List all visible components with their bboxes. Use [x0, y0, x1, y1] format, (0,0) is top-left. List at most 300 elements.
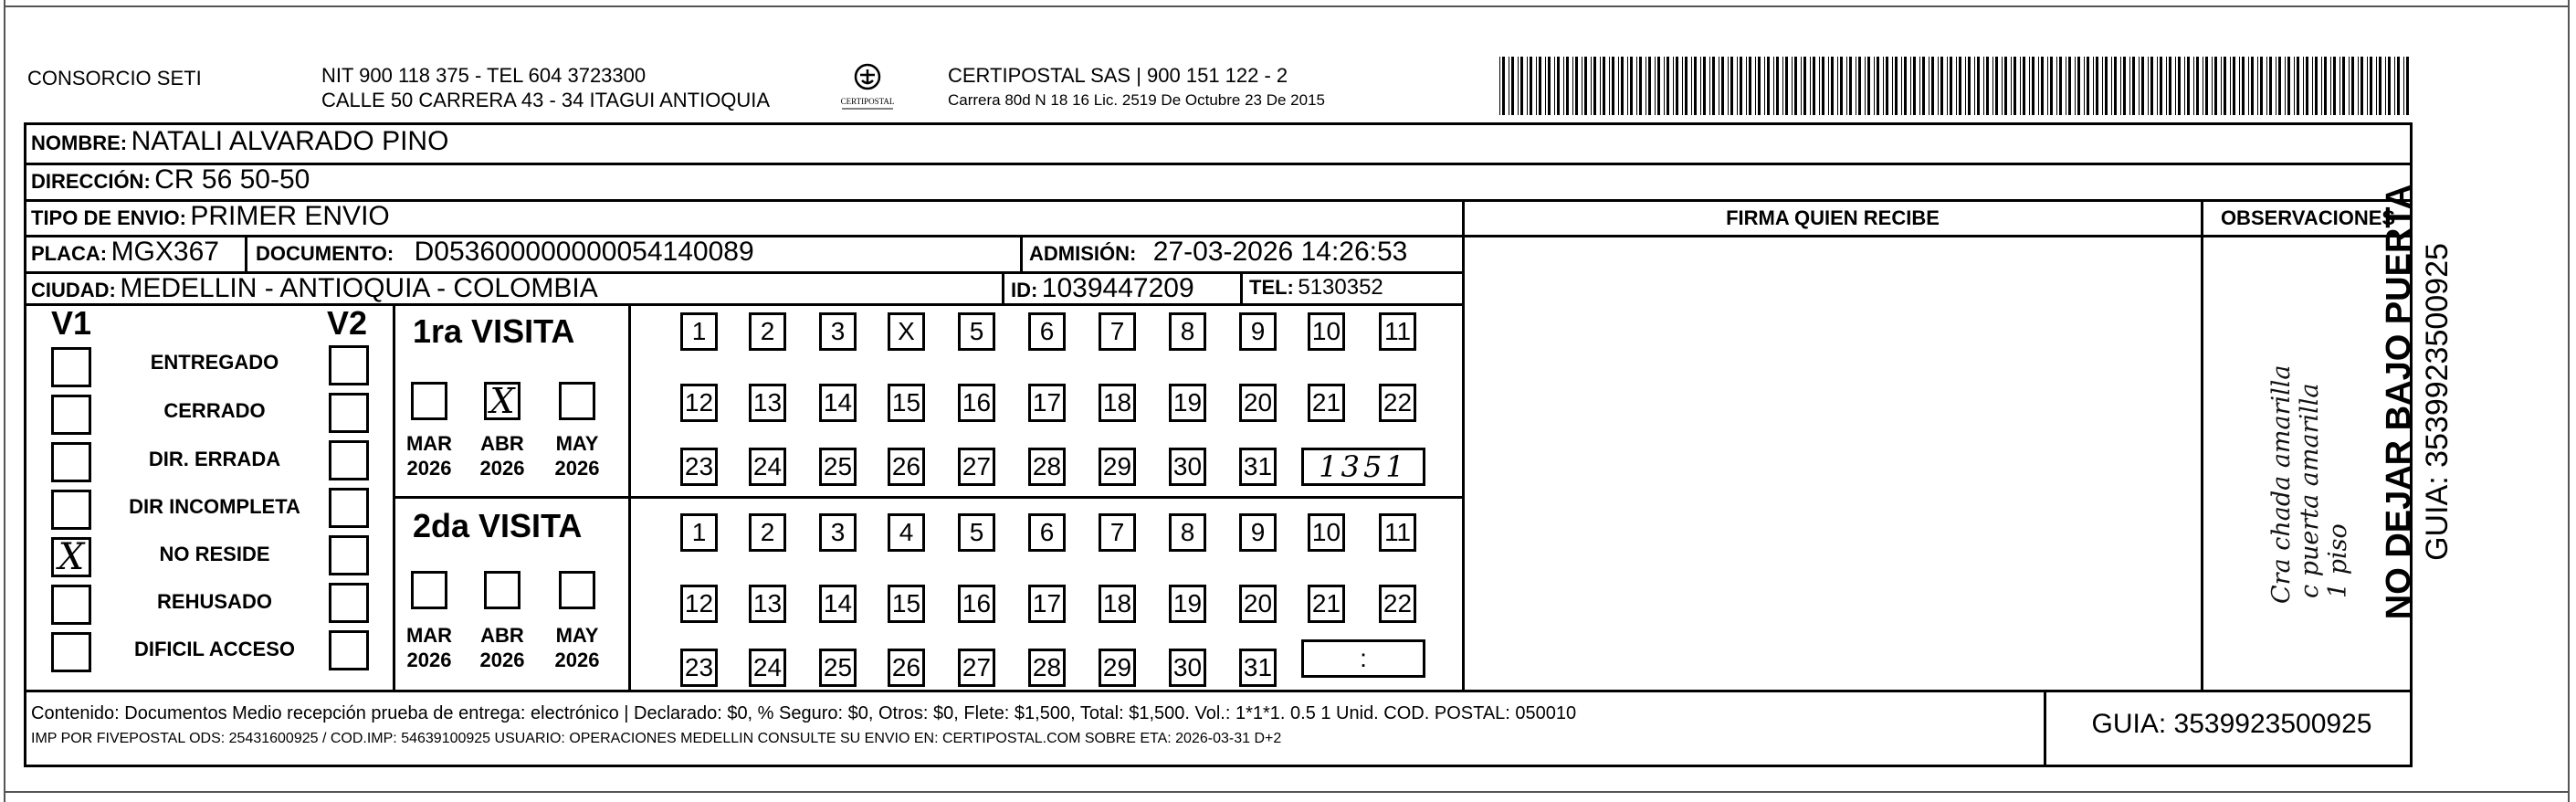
- v1-checkbox-dir-incompleta[interactable]: [51, 490, 91, 530]
- v1-checkbox-dir-errada[interactable]: [51, 442, 91, 482]
- v1-checkbox-entregado[interactable]: [51, 347, 91, 387]
- side-no-dejar: NO DEJAR BAJO PUERTA: [2380, 184, 2418, 620]
- footer-contenido: Contenido: Documentos Medio recepción prueba de entrega: electrónico | Declarado: $0, % Seguro: $0, Otros: $0, Flete: $1,500, Total: $1,500. Vol.: 1*1*1. 0.5 1 Unid. COD. POSTAL: 050010: [31, 703, 1577, 723]
- barcode-bar: [2278, 57, 2281, 115]
- barcode-bar: [2002, 57, 2003, 115]
- tel-label: TEL:: [1249, 276, 1294, 299]
- visit1-day-box[interactable]: 25: [819, 448, 857, 486]
- barcode-bar: [1746, 57, 1747, 115]
- barcode-bar: [1938, 57, 1939, 115]
- barcode-bar: [1886, 57, 1888, 115]
- barcode-bar: [1792, 57, 1793, 115]
- barcode-bar: [1801, 57, 1802, 115]
- barcode-bar: [1940, 57, 1943, 115]
- barcode-bar: [2403, 57, 2404, 115]
- barcode-bar: [1703, 57, 1706, 115]
- barcode-bar: [1977, 57, 1980, 115]
- barcode-bar: [2339, 57, 2340, 115]
- observation-note: [2267, 364, 2357, 604]
- visit1-month-abr: [470, 431, 534, 480]
- barcode-bar: [1502, 57, 1505, 115]
- barcode-bar: [2315, 57, 2318, 115]
- visit1-day-box[interactable]: 5: [958, 312, 995, 351]
- visit1-day-box[interactable]: 1: [680, 312, 718, 351]
- direccion-value: CR 56 50-50: [154, 164, 310, 195]
- reason-dir-errada: DIR. ERRADA: [148, 448, 281, 470]
- visit1-day-box[interactable]: 31: [1239, 448, 1277, 486]
- barcode-bar: [2120, 57, 2121, 115]
- barcode-bar: [2169, 57, 2171, 115]
- barcode-bar: [1865, 57, 1866, 115]
- documento-label: DOCUMENTO:: [256, 242, 394, 265]
- barcode-bar: [1782, 57, 1783, 115]
- visit2-day-box[interactable]: 10: [1308, 513, 1345, 552]
- barcode-bar: [2233, 57, 2235, 115]
- barcode-bar: [1956, 57, 1957, 115]
- barcode-bar: [1609, 57, 1610, 115]
- visit1-month-checkbox-mar[interactable]: [411, 382, 447, 420]
- v2-checkbox-cerrado[interactable]: [329, 393, 369, 433]
- barcode-bar: [1968, 57, 1971, 115]
- barcode-bar: [2385, 57, 2386, 115]
- visit2-day-box[interactable]: 22: [1379, 585, 1416, 623]
- reason-entregado: ENTREGADO: [150, 351, 279, 374]
- visit1-day-box[interactable]: 29: [1099, 448, 1136, 486]
- documento-value: D053600000000054140089: [414, 237, 754, 267]
- barcode-bar: [2251, 57, 2254, 115]
- barcode-bar: [2239, 57, 2240, 115]
- visit2-day-box[interactable]: 4: [888, 513, 925, 552]
- visit1-day-box[interactable]: 24: [749, 448, 786, 486]
- barcode-bar: [1813, 57, 1815, 115]
- barcode-bar: [1728, 57, 1729, 115]
- barcode-bar: [1685, 57, 1688, 115]
- visit2-day-box[interactable]: 18: [1099, 585, 1136, 623]
- visit1-month-checkbox-abr[interactable]: X: [484, 382, 520, 420]
- v1-checkbox-no-reside[interactable]: X: [51, 537, 91, 577]
- barcode-bar: [2157, 57, 2158, 115]
- barcode-bar: [1794, 57, 1797, 115]
- month-year: 2026: [406, 457, 452, 480]
- barcode-bar: [1563, 57, 1564, 115]
- reason-cerrado: CERRADO: [163, 399, 266, 422]
- observation-line-2: c puerta amarilla: [2296, 383, 2324, 598]
- admision-value: 27-03-2026 14:26:53: [1152, 237, 1408, 267]
- barcode-bar: [2102, 57, 2103, 115]
- v2-checkbox-rehusado[interactable]: [329, 583, 369, 623]
- id-cell: [1011, 273, 1194, 304]
- barcode-bar: [2139, 57, 2140, 115]
- visit2-day-box[interactable]: 20: [1239, 585, 1277, 623]
- barcode-bar: [1700, 57, 1701, 115]
- barcode-bar: [1575, 57, 1578, 115]
- barcode-bar: [2242, 57, 2245, 115]
- barcode-bar: [1630, 57, 1633, 115]
- direccion-row: [31, 164, 310, 195]
- barcode-bar: [2075, 57, 2076, 115]
- visit2-day-box[interactable]: 11: [1379, 513, 1416, 552]
- barcode-bar: [2351, 57, 2354, 115]
- barcode-bar: [2221, 57, 2222, 115]
- visit2-day-box[interactable]: 17: [1028, 585, 1066, 623]
- barcode-bar: [1767, 57, 1770, 115]
- visit2-day-box[interactable]: 23: [680, 649, 718, 687]
- barcode-bar: [1773, 57, 1774, 115]
- barcode-bar: [1691, 57, 1692, 115]
- barcode-bar: [1965, 57, 1966, 115]
- visit2-day-box[interactable]: 29: [1099, 649, 1136, 687]
- barcode-bar: [1554, 57, 1555, 115]
- visit1-month-checkbox-may[interactable]: [559, 382, 595, 420]
- barcode-bar: [1874, 57, 1875, 115]
- barcode-bar: [1846, 57, 1847, 115]
- barcode-bar: [2287, 57, 2290, 115]
- barcode-bar: [1737, 57, 1738, 115]
- firma-header: FIRMA QUIEN RECIBE: [1726, 206, 1940, 229]
- v1-checkbox-dificil-acceso[interactable]: [51, 632, 91, 672]
- barcode-bar: [2294, 57, 2295, 115]
- visit2-day-box[interactable]: 12: [680, 585, 718, 623]
- visit1-day-box[interactable]: 22: [1379, 384, 1416, 422]
- visit1-day-box[interactable]: 18: [1099, 384, 1136, 422]
- month-name: MAR: [405, 624, 453, 647]
- barcode-bar: [1877, 57, 1879, 115]
- barcode-bar: [2187, 57, 2190, 115]
- visit1-day-box[interactable]: 2: [749, 312, 786, 351]
- visit1-day-box[interactable]: 19: [1169, 384, 1206, 422]
- documento-cell: [256, 237, 754, 268]
- barcode-bar: [1983, 57, 1984, 115]
- barcode-bar: [1828, 57, 1829, 115]
- tipo-value: PRIMER ENVIO: [190, 201, 390, 231]
- v2-checkbox-dificil-acceso[interactable]: [329, 630, 369, 670]
- barcode-bar: [2303, 57, 2304, 115]
- side-guia: GUIA: 3539923500925: [2420, 243, 2455, 561]
- visit2-day-box[interactable]: 13: [749, 585, 786, 623]
- admision-cell: [1029, 237, 1407, 268]
- visit2-day-box[interactable]: 15: [888, 585, 925, 623]
- barcode-bar: [1527, 57, 1528, 115]
- barcode-bar: [1639, 57, 1642, 115]
- barcode-bar: [1499, 57, 1500, 115]
- barcode-bar: [1749, 57, 1751, 115]
- visit2-day-box[interactable]: 31: [1239, 649, 1277, 687]
- barcode-bar: [2148, 57, 2149, 115]
- month-name: MAR: [405, 432, 453, 455]
- barcode-bar: [1974, 57, 1975, 115]
- barcode-bar: [2266, 57, 2267, 115]
- visit2-day-box[interactable]: 7: [1099, 513, 1136, 552]
- barcode-bar: [1785, 57, 1788, 115]
- barcode-bar: [2032, 57, 2035, 115]
- barcode-bar: [2020, 57, 2021, 115]
- barcode-bar: [2093, 57, 2094, 115]
- visit1-day-box[interactable]: 3: [819, 312, 857, 351]
- ciudad-cell: [31, 273, 598, 304]
- month-year: 2026: [554, 649, 600, 671]
- barcode-bar: [1712, 57, 1715, 115]
- barcode-bar: [1755, 57, 1756, 115]
- barcode-bar: [2248, 57, 2249, 115]
- id-label: ID:: [1011, 279, 1038, 301]
- side-vertical-text: [2379, 155, 2461, 649]
- ciudad-label: CIUDAD:: [31, 279, 116, 301]
- tel-cell: [1249, 275, 1383, 301]
- row-line: [24, 163, 2413, 165]
- visit1-time-box[interactable]: 1351: [1301, 448, 1425, 486]
- visit1-month-mar: [397, 431, 461, 480]
- observation-line-3: 1 piso: [2324, 523, 2352, 598]
- barcode-bar: [2023, 57, 2025, 115]
- barcode-bar: [1947, 57, 1948, 115]
- barcode-bar: [2178, 57, 2181, 115]
- barcode-bar: [1676, 57, 1678, 115]
- barcode-bar: [2297, 57, 2299, 115]
- v1-label: V1: [51, 304, 92, 342]
- barcode-bar: [2111, 57, 2112, 115]
- visit1-day-box[interactable]: 17: [1028, 384, 1066, 422]
- barcode-bar: [1591, 57, 1592, 115]
- visit2-time-box[interactable]: :: [1301, 639, 1425, 678]
- tipo-label: TIPO DE ENVIO:: [31, 206, 186, 229]
- barcode-bar: [1612, 57, 1614, 115]
- barcode-bar: [2324, 57, 2327, 115]
- col-line-id: [1002, 271, 1004, 305]
- barcode-bar: [2358, 57, 2359, 115]
- barcode-bar: [1539, 57, 1541, 115]
- reason-dir-incompleta: DIR INCOMPLETA: [129, 495, 300, 518]
- visit2-day-box[interactable]: 24: [749, 649, 786, 687]
- barcode-bar: [1995, 57, 1998, 115]
- visit1-day-box[interactable]: 12: [680, 384, 718, 422]
- visit2-month-checkbox-abr[interactable]: [484, 571, 520, 609]
- v2-checkbox-no-reside[interactable]: [329, 535, 369, 575]
- visit1-day-box[interactable]: 7: [1099, 312, 1136, 351]
- visit1-day-box[interactable]: 28: [1028, 448, 1066, 486]
- v1-checkbox-cerrado[interactable]: [51, 395, 91, 435]
- visit1-day-box[interactable]: 14: [819, 384, 857, 422]
- reason-dificil-acceso: DIFICIL ACCESO: [133, 638, 295, 660]
- barcode-bar: [1645, 57, 1646, 115]
- barcode-bar: [2087, 57, 2089, 115]
- barcode-bar: [1931, 57, 1934, 115]
- visit2-day-box[interactable]: 2: [749, 513, 786, 552]
- barcode-bar: [2360, 57, 2363, 115]
- barcode-bar: [1837, 57, 1838, 115]
- footer-guia: GUIA: 3539923500925: [2091, 709, 2372, 739]
- visit2-day-box[interactable]: 6: [1028, 513, 1066, 552]
- month-year: 2026: [406, 649, 452, 671]
- col-line-guia: [2044, 690, 2046, 767]
- barcode-bar: [1673, 57, 1674, 115]
- visit1-day-box[interactable]: 6: [1028, 312, 1066, 351]
- barcode-bar: [2214, 57, 2217, 115]
- visit1-day-box[interactable]: 23: [680, 448, 718, 486]
- barcode-bar: [1648, 57, 1651, 115]
- barcode-bar: [1849, 57, 1852, 115]
- visit2-day-box[interactable]: 28: [1028, 649, 1066, 687]
- barcode-bar: [1986, 57, 1989, 115]
- col-line-admision: [1020, 235, 1023, 273]
- v2-checkbox-dir-errada[interactable]: [329, 440, 369, 480]
- visit2-day-box[interactable]: 27: [958, 649, 995, 687]
- v1-checkbox-rehusado[interactable]: [51, 585, 91, 625]
- barcode-bar: [1721, 57, 1724, 115]
- placa-label: PLACA:: [31, 242, 108, 265]
- visit1-day-box[interactable]: 27: [958, 448, 995, 486]
- visit1-day-box[interactable]: 9: [1239, 312, 1277, 351]
- visit2-day-box[interactable]: 30: [1169, 649, 1206, 687]
- visit1-day-box[interactable]: 21: [1308, 384, 1345, 422]
- nombre-value: NATALI ALVARADO PINO: [131, 126, 449, 156]
- barcode-bar: [1819, 57, 1820, 115]
- barcode-bar: [2123, 57, 2126, 115]
- barcode-bar: [2004, 57, 2007, 115]
- barcode-bar: [2184, 57, 2185, 115]
- barcode-bar: [2342, 57, 2345, 115]
- barcode-bar: [2105, 57, 2108, 115]
- month-name: ABR: [480, 624, 524, 647]
- visit2-day-box[interactable]: 5: [958, 513, 995, 552]
- barcode-bar: [1810, 57, 1811, 115]
- barcode-bar: [1572, 57, 1573, 115]
- visit1-month-may: [545, 431, 609, 480]
- barcode-bar: [2269, 57, 2272, 115]
- visit2-month-mar: [397, 623, 461, 672]
- placa-cell: [31, 237, 219, 268]
- visit2-day-box[interactable]: 25: [819, 649, 857, 687]
- visit2-day-box[interactable]: 26: [888, 649, 925, 687]
- visit2-month-checkbox-mar[interactable]: [411, 571, 447, 609]
- left-edge: [4, 0, 5, 802]
- id-value: 1039447209: [1041, 273, 1194, 303]
- v2-checkbox-entregado[interactable]: [329, 345, 369, 385]
- nombre-row: [31, 126, 448, 157]
- barcode-bar: [2260, 57, 2263, 115]
- barcode-bar: [1664, 57, 1665, 115]
- reason-rehusado: REHUSADO: [157, 590, 272, 613]
- barcode-bar: [1557, 57, 1560, 115]
- barcode-bar: [1518, 57, 1519, 115]
- row-line-visits: [393, 496, 1463, 499]
- visit2-day-box[interactable]: 19: [1169, 585, 1206, 623]
- barcode-bar: [1959, 57, 1961, 115]
- nit-line: NIT 900 118 375 - TEL 604 3723300: [321, 64, 647, 87]
- barcode-bar: [2394, 57, 2395, 115]
- barcode-bar: [2370, 57, 2372, 115]
- barcode: [1499, 57, 2413, 115]
- barcode-bar: [2388, 57, 2391, 115]
- visit2-month-may: [545, 623, 609, 672]
- visit1-day-box[interactable]: 13: [749, 384, 786, 422]
- barcode-bar: [2175, 57, 2176, 115]
- visit2-day-box[interactable]: 9: [1239, 513, 1277, 552]
- visit1-day-box[interactable]: 15: [888, 384, 925, 422]
- barcode-bar: [2041, 57, 2044, 115]
- barcode-bar: [1758, 57, 1761, 115]
- visit1-day-box[interactable]: 10: [1308, 312, 1345, 351]
- top-edge: [4, 5, 2570, 7]
- visit1-day-box[interactable]: X: [888, 312, 925, 351]
- footer-imp: IMP POR FIVEPOSTAL ODS: 25431600925 / COD.IMP: 54639100925 USUARIO: OPERACIONES MEDELLIN CONSULTE SU ENVIO EN: CERTIPOSTAL.COM SOBRE ETA: 2026-03-31 D+2: [31, 731, 1282, 746]
- visit1-day-box[interactable]: 11: [1379, 312, 1416, 351]
- v2-checkbox-dir-incompleta[interactable]: [329, 488, 369, 528]
- visit1-day-box[interactable]: 26: [888, 448, 925, 486]
- barcode-bar: [2056, 57, 2057, 115]
- visit1-day-box[interactable]: 8: [1169, 312, 1206, 351]
- barcode-bar: [2013, 57, 2016, 115]
- visit1-day-box[interactable]: 30: [1169, 448, 1206, 486]
- v2-label: V2: [327, 304, 368, 342]
- barcode-bar: [2312, 57, 2313, 115]
- visit2-day-box[interactable]: 3: [819, 513, 857, 552]
- carrier-line: CERTIPOSTAL SAS | 900 151 122 - 2: [948, 64, 1288, 87]
- direccion-label: DIRECCIÓN:: [31, 170, 151, 193]
- visit1-day-box[interactable]: 20: [1239, 384, 1277, 422]
- barcode-bar: [2230, 57, 2231, 115]
- month-year: 2026: [479, 457, 525, 480]
- col-line-placa: [245, 235, 247, 273]
- company-name: CONSORCIO SETI: [27, 67, 202, 90]
- barcode-bar: [1913, 57, 1916, 115]
- right-edge: [2568, 0, 2570, 802]
- barcode-bar: [2050, 57, 2053, 115]
- barcode-bar: [1892, 57, 1893, 115]
- barcode-bar: [2196, 57, 2199, 115]
- ciudad-value: MEDELLIN - ANTIOQUIA - COLOMBIA: [120, 273, 598, 303]
- barcode-bar: [1667, 57, 1669, 115]
- barcode-bar: [1831, 57, 1834, 115]
- barcode-bar: [1627, 57, 1628, 115]
- barcode-bar: [1657, 57, 1660, 115]
- observaciones-header: OBSERVACIONES: [2220, 206, 2396, 229]
- barcode-bar: [1682, 57, 1683, 115]
- barcode-bar: [2129, 57, 2130, 115]
- reason-no-reside: NO RESIDE: [159, 543, 270, 565]
- tipo-row: [31, 201, 390, 232]
- barcode-bar: [2132, 57, 2135, 115]
- visit2-day-box[interactable]: 14: [819, 585, 857, 623]
- barcode-bar: [1803, 57, 1806, 115]
- barcode-bar: [1895, 57, 1898, 115]
- col-line-tel: [1240, 271, 1243, 305]
- visit2-day-box[interactable]: 1: [680, 513, 718, 552]
- barcode-bar: [1730, 57, 1733, 115]
- month-year: 2026: [479, 649, 525, 671]
- barcode-bar: [1904, 57, 1907, 115]
- barcode-bar: [2059, 57, 2062, 115]
- barcode-bar: [2096, 57, 2098, 115]
- barcode-bar: [2367, 57, 2368, 115]
- visit1-title: 1ra VISITA: [413, 312, 575, 350]
- barcode-bar: [2397, 57, 2400, 115]
- barcode-bar: [1694, 57, 1697, 115]
- barcode-bar: [1545, 57, 1546, 115]
- barcode-bar: [2047, 57, 2048, 115]
- visit1-day-box[interactable]: 16: [958, 384, 995, 422]
- barcode-bar: [2224, 57, 2226, 115]
- placa-value: MGX367: [110, 237, 219, 267]
- visit2-month-checkbox-may[interactable]: [559, 571, 595, 609]
- barcode-bar: [1867, 57, 1870, 115]
- visit2-title: 2da VISITA: [413, 507, 583, 544]
- visit2-day-box[interactable]: 21: [1308, 585, 1345, 623]
- visit2-day-box[interactable]: 8: [1169, 513, 1206, 552]
- nombre-label: NOMBRE:: [31, 132, 128, 154]
- visit2-day-box[interactable]: 16: [958, 585, 995, 623]
- barcode-bar: [1901, 57, 1902, 115]
- barcode-bar: [1603, 57, 1605, 115]
